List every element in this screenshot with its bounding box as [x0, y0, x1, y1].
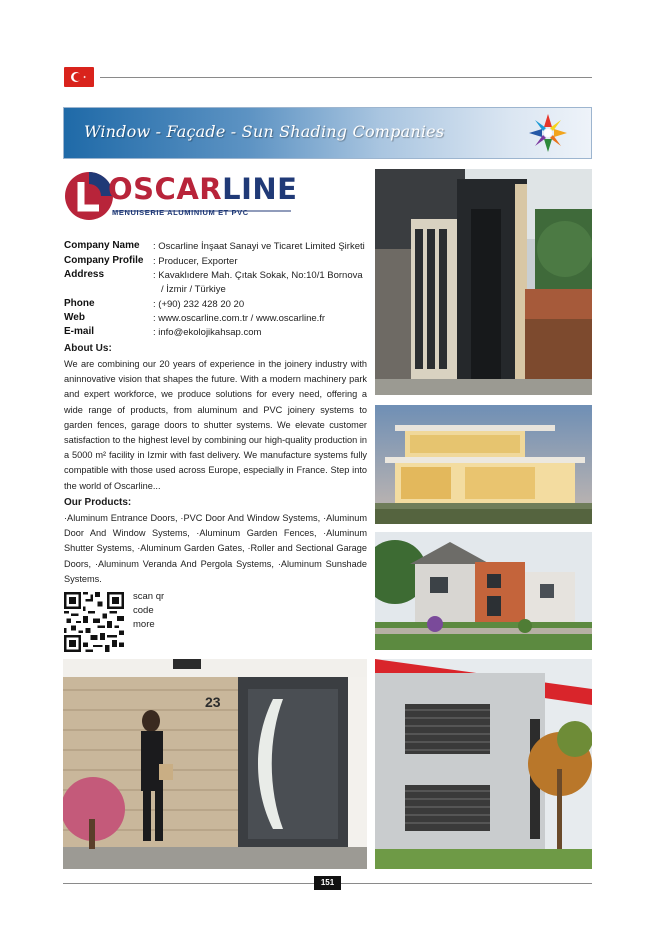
qr-caption-line-3: more: [133, 619, 155, 630]
products-text: ·Aluminum Entrance Doors, ·PVC Door And Window Systems, ·Aluminum Door And Window Systems, ·Aluminum Garden Fences, ·Aluminum Shutter Systems, ·Aluminum Garden Gates, ·Roller and Sectional Garage Doors, ·Aluminum Veranda And Pergola Systems, ·Aluminum Sunshade Systems.: [64, 513, 367, 584]
qr-caption-line-1: scan qr: [133, 591, 165, 602]
company-profile-value: : Producer, Exporter: [153, 256, 238, 267]
address-line-1: : Kavaklıdere Mah. Çıtak Sokak, No:10/1 Bornova: [153, 270, 363, 281]
email-value[interactable]: : info@ekolojikahsap.com: [153, 327, 262, 338]
qr-caption-line-2: code: [133, 605, 154, 616]
banner-title: Window - Façade - Sun Shading Companies: [84, 122, 445, 141]
logo-subtitle: MENUISERIE ALUMINIUM ET PVC: [112, 208, 249, 217]
address-line-2: / İzmir / Türkiye: [161, 284, 226, 295]
qr-code-icon[interactable]: [64, 592, 124, 652]
logo-wordmark: OSCARLINE: [108, 172, 298, 206]
turkey-flag-icon: [64, 67, 94, 87]
company-name-value: : Oscarline İnşaat Sanayi ve Ticaret Limited Şirketi: [153, 241, 365, 252]
about-text: We are combining our 20 years of experience in the joinery industry with aninnovative vision that shapes the future. With a modern machinery park and expert workforce, we produce solutions for every need, offering a wide range of products, from aluminum and PVC joinery systems to garden fences, garage doors to shutter systems. We elevate customer satisfaction to the highest level by combining our high-quality production in a 5000 m² facility in Izmir with fast delivery. We manufacture systems fully compatible with those used across Europe, especially in France. Step into the world of Oscarline...: [64, 359, 367, 491]
header-rule: [100, 77, 592, 78]
address-label: Address: [64, 269, 105, 280]
photo-building-shutters: [375, 659, 592, 869]
photo-villa-dusk: [375, 405, 592, 524]
sun-compass-logo-icon: [527, 112, 569, 154]
company-name-label: Company Name: [64, 240, 140, 251]
photo-house-garden: [375, 532, 592, 650]
svg-text:23: 23: [205, 694, 221, 710]
phone-value: : (+90) 232 428 20 20: [153, 299, 245, 310]
email-label: E-mail: [64, 326, 95, 337]
web-value[interactable]: : www.oscarline.com.tr / www.oscarline.fr: [153, 313, 326, 324]
about-heading: About Us:: [64, 343, 112, 354]
photo-modern-house-entrance: [375, 169, 592, 395]
web-label: Web: [64, 312, 85, 323]
company-profile-label: Company Profile: [64, 255, 144, 266]
products-heading: Our Products:: [64, 497, 132, 508]
page-number: 151: [314, 876, 341, 890]
photo-entrance-door-woman: [63, 659, 367, 869]
phone-label: Phone: [64, 298, 95, 309]
